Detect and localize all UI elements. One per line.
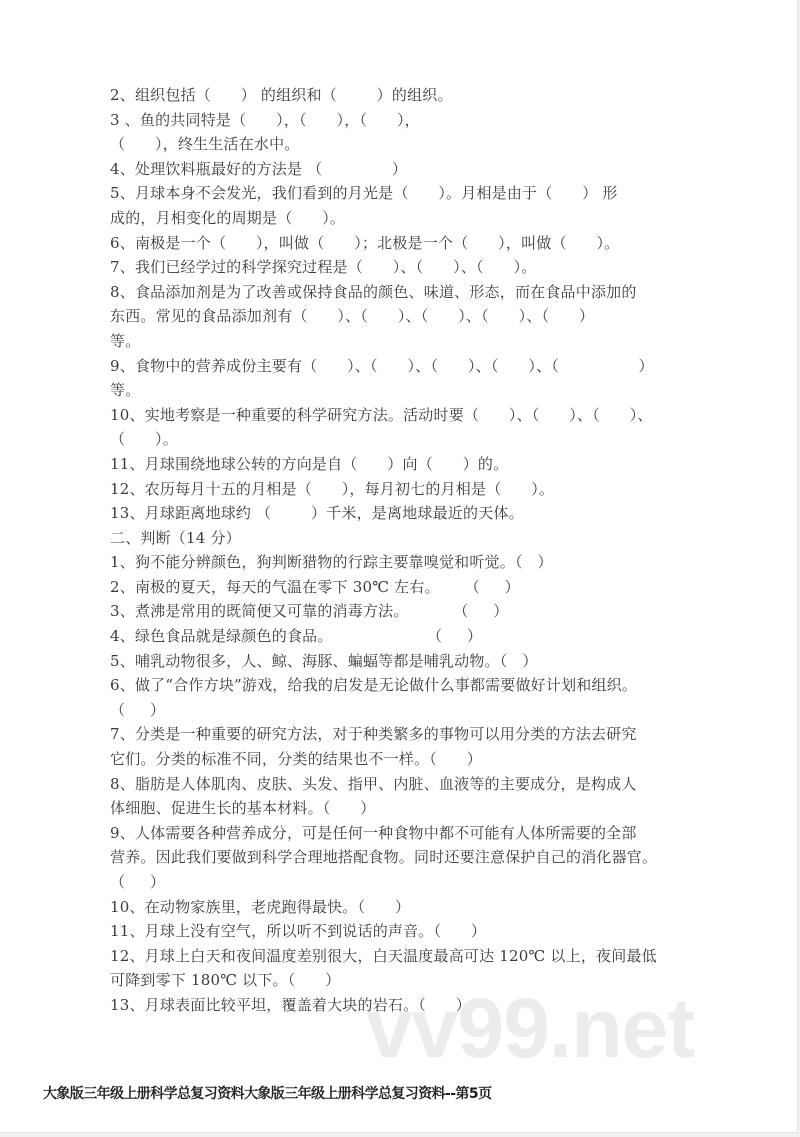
page-edge-bottom bbox=[0, 1133, 800, 1137]
fill-blank-q5-cont: 成的，月相变化的周期是（ ）。 bbox=[110, 208, 346, 227]
fill-blank-q8: 8、食品添加剂是为了改善或保持食品的颜色、味道、形态，而在食品中添加的 bbox=[110, 282, 637, 301]
fill-blank-q3: 3 、鱼的共同特是（ ），（ ），（ ）， bbox=[110, 110, 420, 129]
judgment-q1: 1、狗不能分辨颜色，狗判断猎物的行踪主要靠嗅觉和听觉。（ ） bbox=[110, 553, 553, 572]
fill-blank-q8-cont: 东西。常见的食品添加剂有（ ）、（ ）、（ ）、（ ）、（ ） bbox=[110, 307, 595, 326]
fill-blank-q6: 6、南极是一个（ ），叫做（ ）；北极是一个（ ），叫做（ ）。 bbox=[110, 233, 620, 252]
judgment-q9-end: （ ） bbox=[110, 873, 166, 891]
judgment-q4: 4、绿色食品就是绿颜色的食品。 （ ） bbox=[110, 627, 483, 646]
judgment-q3: 3、煮沸是常用的既简便又可靠的消毒方法。 （ ） bbox=[110, 602, 509, 621]
fill-blank-q5: 5、月球本身不会发光，我们看到的月光是（ ）。月相是由于（ ） 形 bbox=[110, 184, 618, 203]
fill-blank-q8-end: 等。 bbox=[110, 331, 141, 350]
judgment-q8-cont: 体细胞、促进生长的基本材料。（ ） bbox=[110, 799, 376, 818]
fill-blank-q9: 9、食物中的营养成份主要有（ ）、（ ）、（ ）、（ ）、（ ） bbox=[110, 356, 654, 375]
fill-blank-q13: 13、月球距离地球约 （ ）千米，是离地球最近的天体。 bbox=[110, 504, 524, 523]
page-footer: 大象版三年级上册科学总复习资料大象版三年级上册科学总复习资料--第5页 bbox=[43, 1086, 492, 1102]
section-heading-judgment: 二、判断（14 分） bbox=[110, 528, 241, 547]
watermark: vv99.net bbox=[366, 981, 695, 1075]
judgment-q2: 2、南极的夏天，每天的气温在零下 30℃ 左右。 （ ） bbox=[110, 577, 520, 596]
judgment-q8: 8、脂肪是人体肌肉、皮肤、头发、指甲、内脏、血液等的主要成分，是构成人 bbox=[110, 774, 637, 793]
judgment-q7: 7、分类是一种重要的研究方法，对于种类繁多的事物可以用分类的方法去研究 bbox=[110, 725, 637, 744]
fill-blank-q2: 2、组织包括（ ） 的组织和（ ）的组织。 bbox=[110, 86, 453, 104]
fill-blank-q11: 11、月球围绕地球公转的方向是自（ ）向（ ）的。 bbox=[110, 454, 509, 473]
fill-blank-q10-cont: （ ）。 bbox=[110, 430, 178, 449]
judgment-q7-cont: 它们。分类的标准不同，分类的结果也不一样。（ ） bbox=[110, 750, 482, 769]
judgment-q6-cont: （ ） bbox=[110, 700, 166, 719]
fill-blank-q4: 4、处理饮料瓶最好的方法是 （ ） bbox=[110, 159, 408, 178]
fill-blank-q7: 7、我们已经学过的科学探究过程是（ ）、（ ）、（ ）。 bbox=[110, 258, 537, 277]
fill-blank-q10: 10、实地考察是一种重要的科学研究方法。活动时要（ ）、（ ）、（ ）、 bbox=[110, 405, 653, 424]
judgment-q11: 11、月球上没有空气，所以听不到说话的声音。（ ） bbox=[110, 922, 487, 941]
judgment-q13: 13、月球表面比较平坦，覆盖着大块的岩石。（ ） bbox=[110, 995, 471, 1014]
fill-blank-q9-end: 等。 bbox=[110, 381, 141, 400]
fill-blank-q3-cont: （ ），终生生活在水中。 bbox=[110, 135, 300, 154]
fill-blank-q12: 12、农历每月十五的月相是（ ），每月初七的月相是（ ）。 bbox=[110, 479, 555, 498]
judgment-q9: 9、人体需要各种营养成分，可是任何一种食物中都不可能有人体所需要的全部 bbox=[110, 823, 637, 842]
judgment-q5: 5、哺乳动物很多，人、鲸、海豚、蝙蝠等都是哺乳动物。（ ） bbox=[110, 651, 538, 670]
judgment-q6: 6、做了“合作方块”游戏，给我的启发是无论做什么事都需要做好计划和组织。 bbox=[110, 676, 638, 695]
judgment-q12: 12、月球上白天和夜间温度差别很大，白天温度最高可达 120℃ 以上，夜间最低 bbox=[110, 946, 657, 965]
judgment-q9-cont: 营养。因此我们要做到科学合理地搭配食物。同时还要注意保护自己的消化器官。 bbox=[110, 848, 658, 867]
document-body bbox=[110, 83, 690, 1018]
judgment-q12-cont: 可降到零下 180℃ 以下。（ ） bbox=[110, 971, 341, 990]
judgment-q10: 10、在动物家族里，老虎跑得最快。（ ） bbox=[110, 897, 411, 916]
